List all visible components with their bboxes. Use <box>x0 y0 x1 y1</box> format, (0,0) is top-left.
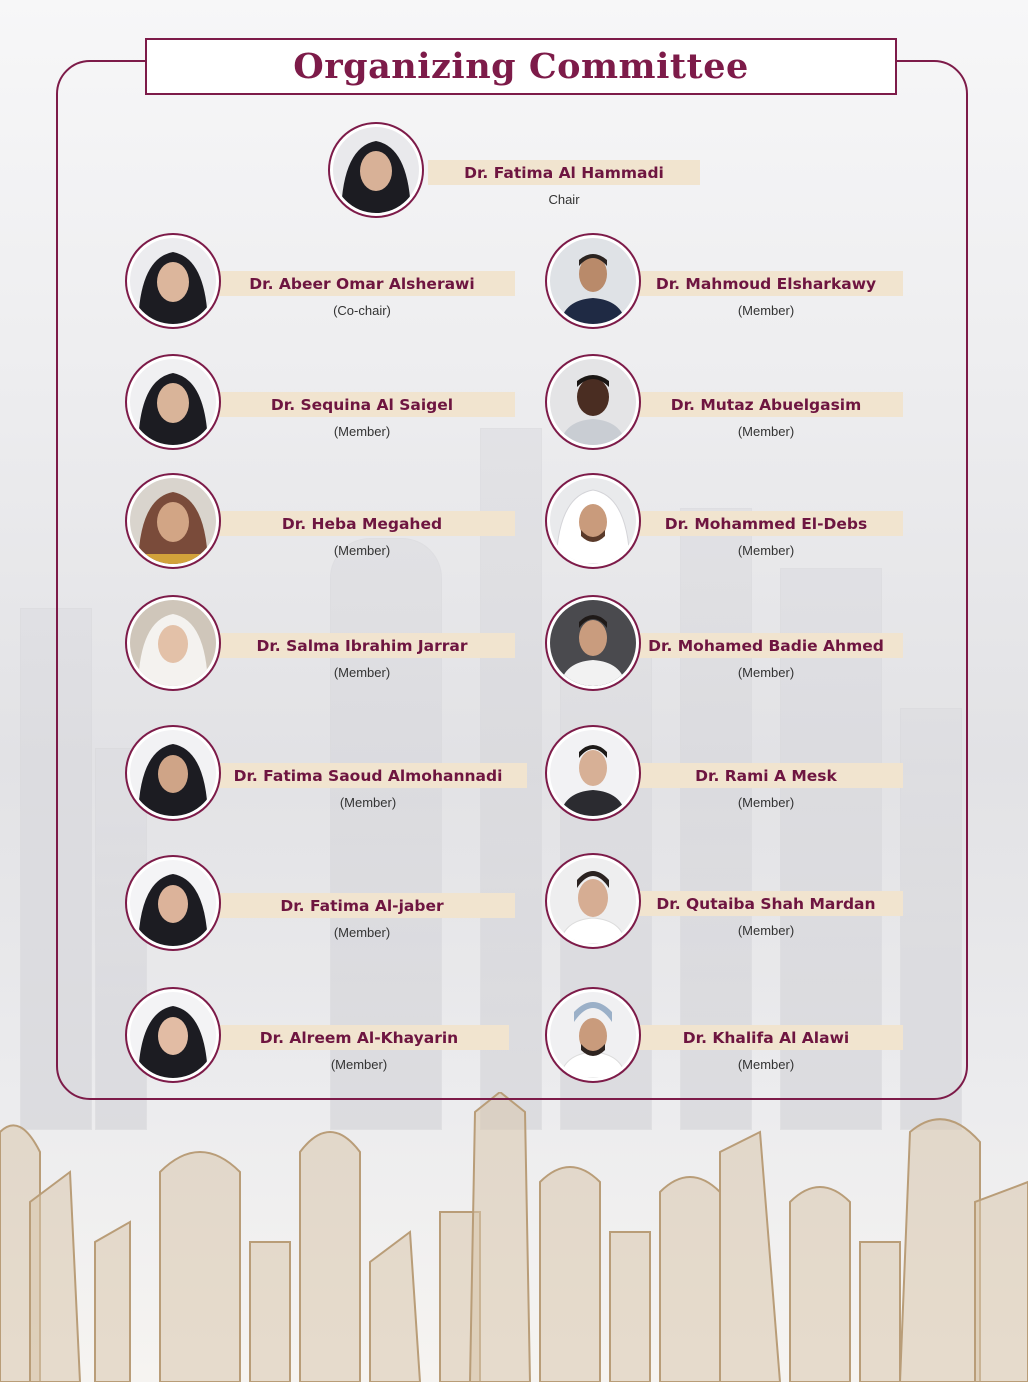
page-title: Organizing Committee <box>293 46 749 87</box>
female-hijab-portrait-icon <box>130 992 216 1078</box>
member-name: Dr. Alreem Al-Khayarin <box>259 1028 459 1047</box>
member-role: (Member) <box>333 543 391 558</box>
member-name: Dr. Fatima Al-jaber <box>280 896 444 915</box>
avatar <box>545 473 641 569</box>
name-bar <box>629 633 903 658</box>
member-role: (Member) <box>333 925 391 940</box>
skyline-illustration <box>0 1092 1028 1382</box>
female-hijab-portrait-icon <box>130 600 216 686</box>
avatar <box>125 233 221 329</box>
male-portrait-icon <box>550 600 636 686</box>
name-bar <box>209 1025 509 1050</box>
name-bar <box>428 160 700 185</box>
member-card <box>545 473 965 573</box>
member-name: Dr. Khalifa Al Alawi <box>682 1028 850 1047</box>
member-name: Dr. Rami A Mesk <box>695 766 837 785</box>
member-name: Dr. Qutaiba Shah Mardan <box>656 894 876 913</box>
avatar <box>545 853 641 949</box>
member-role: Chair <box>548 192 580 207</box>
member-card <box>125 473 545 573</box>
member-role: (Member) <box>737 665 795 680</box>
female-hijab-portrait-icon <box>130 359 216 445</box>
member-name: Dr. Abeer Omar Alsherawi <box>249 274 475 293</box>
member-card <box>545 853 965 953</box>
avatar <box>545 595 641 691</box>
name-bar <box>629 763 903 788</box>
avatar <box>125 725 221 821</box>
male-suit-portrait-icon <box>550 730 636 816</box>
member-role: (Member) <box>737 424 795 439</box>
name-bar <box>209 511 515 536</box>
member-card <box>545 595 965 695</box>
member-role: (Member) <box>333 665 391 680</box>
member-card <box>125 725 545 825</box>
male-suit-portrait-icon <box>550 359 636 445</box>
avatar <box>545 354 641 450</box>
name-bar <box>209 271 515 296</box>
member-card <box>125 987 545 1087</box>
member-card <box>125 595 545 695</box>
member-card <box>545 987 965 1087</box>
avatar <box>125 473 221 569</box>
female-hijab-portrait-icon <box>130 238 216 324</box>
member-role: (Member) <box>333 424 391 439</box>
member-card-chair <box>328 122 748 222</box>
male-suit-portrait-icon <box>550 238 636 324</box>
member-role: (Co-chair) <box>333 303 391 318</box>
avatar <box>545 233 641 329</box>
member-name: Dr. Fatima Saoud Almohannadi <box>233 766 503 785</box>
member-role: (Member) <box>737 303 795 318</box>
name-bar <box>629 1025 903 1050</box>
member-role: (Member) <box>737 923 795 938</box>
member-card <box>125 855 545 955</box>
member-name: Dr. Sequina Al Saigel <box>270 395 454 414</box>
member-card <box>545 725 965 825</box>
name-bar <box>209 633 515 658</box>
avatar <box>125 855 221 951</box>
name-bar <box>629 271 903 296</box>
member-card <box>125 354 545 454</box>
male-ghutra-portrait-icon <box>550 478 636 564</box>
female-hijab-portrait-icon <box>130 478 216 564</box>
name-bar <box>629 392 903 417</box>
avatar <box>545 987 641 1083</box>
member-role: (Member) <box>737 543 795 558</box>
name-bar <box>209 763 527 788</box>
member-name: Dr. Mutaz Abuelgasim <box>670 395 862 414</box>
member-role: (Member) <box>330 1057 388 1072</box>
title-box <box>145 38 897 95</box>
member-card <box>545 354 965 454</box>
member-role: (Member) <box>339 795 397 810</box>
female-hijab-portrait-icon <box>130 730 216 816</box>
avatar <box>125 987 221 1083</box>
member-name: Dr. Mohamed Badie Ahmed <box>648 636 884 655</box>
member-role: (Member) <box>737 795 795 810</box>
member-role: (Member) <box>737 1057 795 1072</box>
female-hijab-portrait-icon <box>130 860 216 946</box>
member-name: Dr. Fatima Al Hammadi <box>464 163 664 182</box>
member-card <box>545 233 965 333</box>
female-hijab-portrait-icon <box>333 127 419 213</box>
member-name: Dr. Heba Megahed <box>281 514 443 533</box>
name-bar <box>209 893 515 918</box>
member-name: Dr. Salma Ibrahim Jarrar <box>256 636 468 655</box>
name-bar <box>629 511 903 536</box>
member-name: Dr. Mahmoud Elsharkawy <box>655 274 877 293</box>
member-card <box>125 233 545 333</box>
avatar <box>125 595 221 691</box>
avatar <box>545 725 641 821</box>
member-name: Dr. Mohammed El-Debs <box>664 514 868 533</box>
avatar <box>328 122 424 218</box>
avatar <box>125 354 221 450</box>
name-bar <box>629 891 903 916</box>
male-portrait-icon <box>550 858 636 944</box>
male-turban-portrait-icon <box>550 992 636 1078</box>
name-bar <box>209 392 515 417</box>
